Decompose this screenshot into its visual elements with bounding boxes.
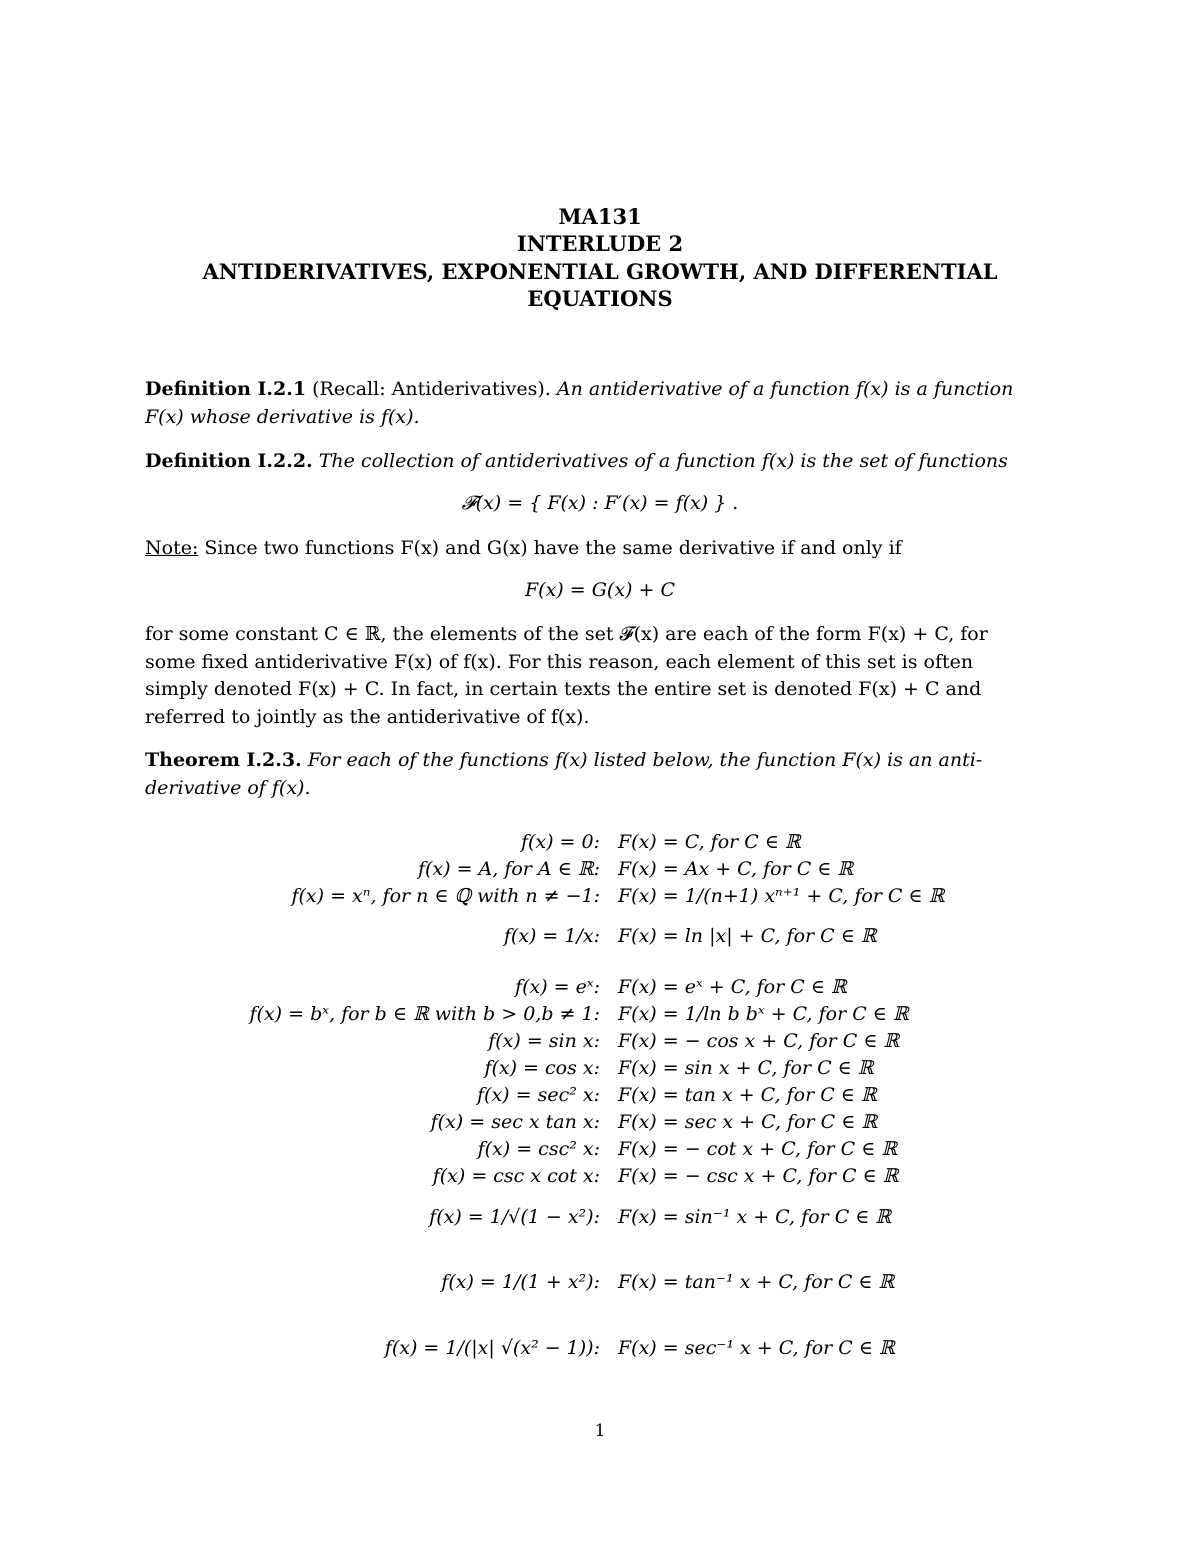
row-antiderivative: F(x) = ln |x| + C, for C ∈ ℝ [618, 925, 877, 947]
note-text-line4: simply denoted F(x) + C. In fact, in certain texts the entire set is denoted F(x) + C and [145, 678, 982, 700]
row-function: f(x) = 1/(|x| √(x² − 1)): [384, 1337, 600, 1359]
note-continuation [145, 621, 1060, 731]
row-antiderivative: F(x) = − cot x + C, for C ∈ ℝ [618, 1138, 898, 1160]
definition-2-label: Definition I.2.2. [145, 450, 313, 472]
antiderivative-row [0, 1030, 1200, 1058]
antiderivative-row [0, 1206, 1200, 1234]
definition-2-formula: 𝓕(x) = { F(x) : F′(x) = f(x) } . [461, 492, 739, 514]
interlude-label: INTERLUDE 2 [516, 231, 684, 256]
definition-1-label: Definition I.2.1 [145, 378, 307, 400]
antiderivative-row [0, 1138, 1200, 1166]
row-function: f(x) = xⁿ, for n ∈ ℚ with n ≠ −1: [291, 885, 600, 907]
row-antiderivative: F(x) = 1/(n+1) xⁿ⁺¹ + C, for C ∈ ℝ [618, 885, 945, 907]
definition-2 [145, 448, 1060, 476]
page-number: 1 [594, 1421, 606, 1441]
row-function: f(x) = 1/x: [503, 925, 600, 947]
row-function: f(x) = sin x: [488, 1030, 600, 1052]
row-antiderivative: F(x) = C, for C ∈ ℝ [618, 831, 801, 853]
antiderivative-row [0, 925, 1200, 953]
note-text-line5: referred to jointly as the antiderivative of f(x). [145, 705, 590, 728]
note-label: Note: [145, 537, 199, 559]
antiderivative-row [0, 885, 1200, 913]
row-antiderivative: F(x) = sec x + C, for C ∈ ℝ [618, 1111, 878, 1133]
definition-1-note: (Recall: Antiderivatives). [312, 378, 551, 400]
row-function: f(x) = 1/(1 + x²): [441, 1271, 600, 1293]
row-function: f(x) = sec² x: [477, 1084, 600, 1106]
title-line-2: EQUATIONS [527, 286, 673, 311]
row-antiderivative: F(x) = tan⁻¹ x + C, for C ∈ ℝ [618, 1271, 895, 1293]
row-antiderivative: F(x) = 1/ln b bˣ + C, for C ∈ ℝ [618, 1003, 909, 1025]
note-text-line3: some fixed antiderivative F(x) of f(x). For this reason, each element of this set is often [145, 650, 974, 673]
row-function: f(x) = A, for A ∈ ℝ: [417, 858, 600, 880]
definition-1 [145, 376, 1060, 431]
row-antiderivative: F(x) = sin x + C, for C ∈ ℝ [618, 1057, 874, 1079]
antiderivative-row [0, 1084, 1200, 1112]
note-text-line1: Since two functions F(x) and G(x) have the same derivative if and only if [204, 537, 902, 559]
definition-1-text-line1: An antiderivative of a function f(x) is a function [556, 378, 1014, 400]
row-function: f(x) = cos x: [484, 1057, 600, 1079]
row-function: f(x) = 0: [520, 831, 600, 853]
antiderivative-row [0, 858, 1200, 886]
antiderivative-row [0, 1165, 1200, 1193]
row-antiderivative: F(x) = eˣ + C, for C ∈ ℝ [618, 976, 847, 998]
note-formula: F(x) = G(x) + C [525, 579, 675, 601]
antiderivative-row [0, 1337, 1200, 1365]
row-antiderivative: F(x) = tan x + C, for C ∈ ℝ [618, 1084, 877, 1106]
antiderivative-row [0, 831, 1200, 859]
row-antiderivative: F(x) = − csc x + C, for C ∈ ℝ [618, 1165, 899, 1187]
note-text-line2: for some constant C ∈ ℝ, the elements of the set 𝓕(x) are each of the form F(x) + C, for [145, 623, 988, 645]
theorem [145, 747, 1060, 802]
theorem-label: Theorem I.2.3. [145, 749, 302, 771]
theorem-text-line2: derivative of f(x). [145, 776, 311, 799]
antiderivative-row [0, 1057, 1200, 1085]
antiderivative-row [0, 1111, 1200, 1139]
theorem-text-line1: For each of the functions f(x) listed below, the function F(x) is an anti- [307, 749, 983, 771]
row-function: f(x) = sec x tan x: [430, 1111, 600, 1133]
antiderivative-row [0, 1271, 1200, 1299]
row-function: f(x) = eˣ: [515, 976, 600, 998]
row-function: f(x) = bˣ, for b ∈ ℝ with b > 0,b ≠ 1: [249, 1003, 600, 1025]
row-antiderivative: F(x) = − cos x + C, for C ∈ ℝ [618, 1030, 900, 1052]
antiderivative-row [0, 1003, 1200, 1031]
row-function: f(x) = csc² x: [477, 1138, 600, 1160]
definition-1-text-line2: F(x) whose derivative is f(x). [145, 405, 420, 428]
antiderivative-row [0, 976, 1200, 1004]
title-line-1: ANTIDERIVATIVES, EXPONENTIAL GROWTH, AND DIFFERENTIAL [202, 259, 998, 284]
note-line-1 [145, 535, 1060, 563]
row-function: f(x) = csc x cot x: [432, 1165, 600, 1187]
row-antiderivative: F(x) = Ax + C, for C ∈ ℝ [618, 858, 854, 880]
row-function: f(x) = 1/√(1 − x²): [429, 1206, 600, 1228]
row-antiderivative: F(x) = sin⁻¹ x + C, for C ∈ ℝ [618, 1206, 892, 1228]
row-antiderivative: F(x) = sec⁻¹ x + C, for C ∈ ℝ [618, 1337, 895, 1359]
course-code: MA131 [558, 204, 642, 229]
definition-2-text: The collection of antiderivatives of a function f(x) is the set of functions [318, 450, 1008, 472]
